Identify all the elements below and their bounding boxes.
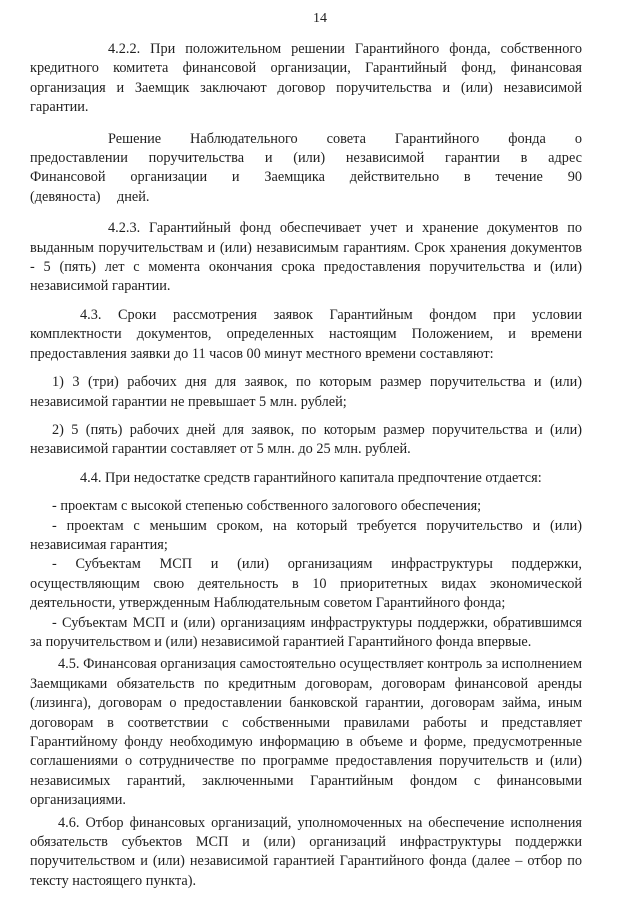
paragraph-council-decision: Решение Наблюдательного совета Гарантийного фонда о предоставлении поручительства и (или) независимой гарантии в адрес Финансовой организации и Заемщика действительно в течение 90 (девяноста) дней. <box>30 130 582 205</box>
list-item-4-4-dash-3: - Субъектам МСП и (или) организациям инфраструктуры поддержки, осуществляющим свою деятельность в 10 приоритетных видах экономической деятельности, утвержденным Наблюдательным советом Гарантийного фонда; <box>30 556 582 612</box>
list-item-4-3-1: 1) 3 (три) рабочих дня для заявок, по которым размер поручительства и (или) независимой гарантии не превышает 5 млн. рублей; <box>30 374 582 410</box>
paragraph-4-3: 4.3. Сроки рассмотрения заявок Гарантийным фондом при условии комплектности документов, определенных настоящим Положением, и времени предоставления заявки до 11 часов 00 минут местного времени составляют: <box>30 306 582 362</box>
paragraph-4-5: 4.5. Финансовая организация самостоятельно осуществляет контроль за исполнением Заемщиками обязательств по кредитным договорам, договорам финансовой аренды (лизинга), договорам о предоставлении банковской гарантии, договорам займа, иным договорам в соответствии с собственными правилами работы и представляет Гарантийному фонду необходимую информацию в объеме и форме, предусмотренные соглашениями о сотрудничестве по программе предоставления поручительств и (или) независимых гарантий, заключенными Гарантийным фондом с финансовыми организациями. <box>30 656 582 809</box>
list-item-4-3-2: 2) 5 (пять) рабочих дней для заявок, по которым размер поручительства и (или) независимой гарантии составляет от 5 млн. до 25 млн. рублей. <box>30 421 582 458</box>
paragraph-4-4: 4.4. При недостатке средств гарантийного капитала предпочтение отдается: <box>80 469 542 486</box>
list-item-4-4-dash-2: - проектам с меньшим сроком, на который требуется поручительство и (или) независимая гарантия; <box>30 517 582 553</box>
paragraph-4-2-2: 4.2.2. При положительном решении Гарантийного фонда, собственного кредитного комитета финансовой организации, Гарантийный фонд, финансовая организация и Заемщик заключают договор поручительства и (или) независимой гарантии. <box>30 41 582 116</box>
paragraph-4-2-3: 4.2.3. Гарантийный фонд обеспечивает учет и хранение документов по выданным поручительствам и (или) независимым гарантиям. Срок хранения документов - 5 (пять) лет с момента окончания срока предоставления поручительства и (или) независимой гарантии. <box>30 220 582 295</box>
list-item-4-4-dash-4: - Субъектам МСП и (или) организациям инфраструктуры поддержки, обратившимся за поручительством и (или) независимой гарантией Гарантийного фонда впервые. <box>30 614 582 650</box>
page-number: 14 <box>313 11 327 26</box>
paragraph-4-6: 4.6. Отбор финансовых организаций, уполномоченных на обеспечение исполнения обязательств субъектов МСП и (или) организаций инфраструктуры поддержки поручительством и (или) независимой гарантией Гарантийного фонда (далее – отбор по тексту настоящего пункта). <box>30 814 582 889</box>
list-item-4-4-dash-1: - проектам с высокой степенью собственного залогового обеспечения; <box>52 498 482 515</box>
document-body <box>30 40 582 891</box>
